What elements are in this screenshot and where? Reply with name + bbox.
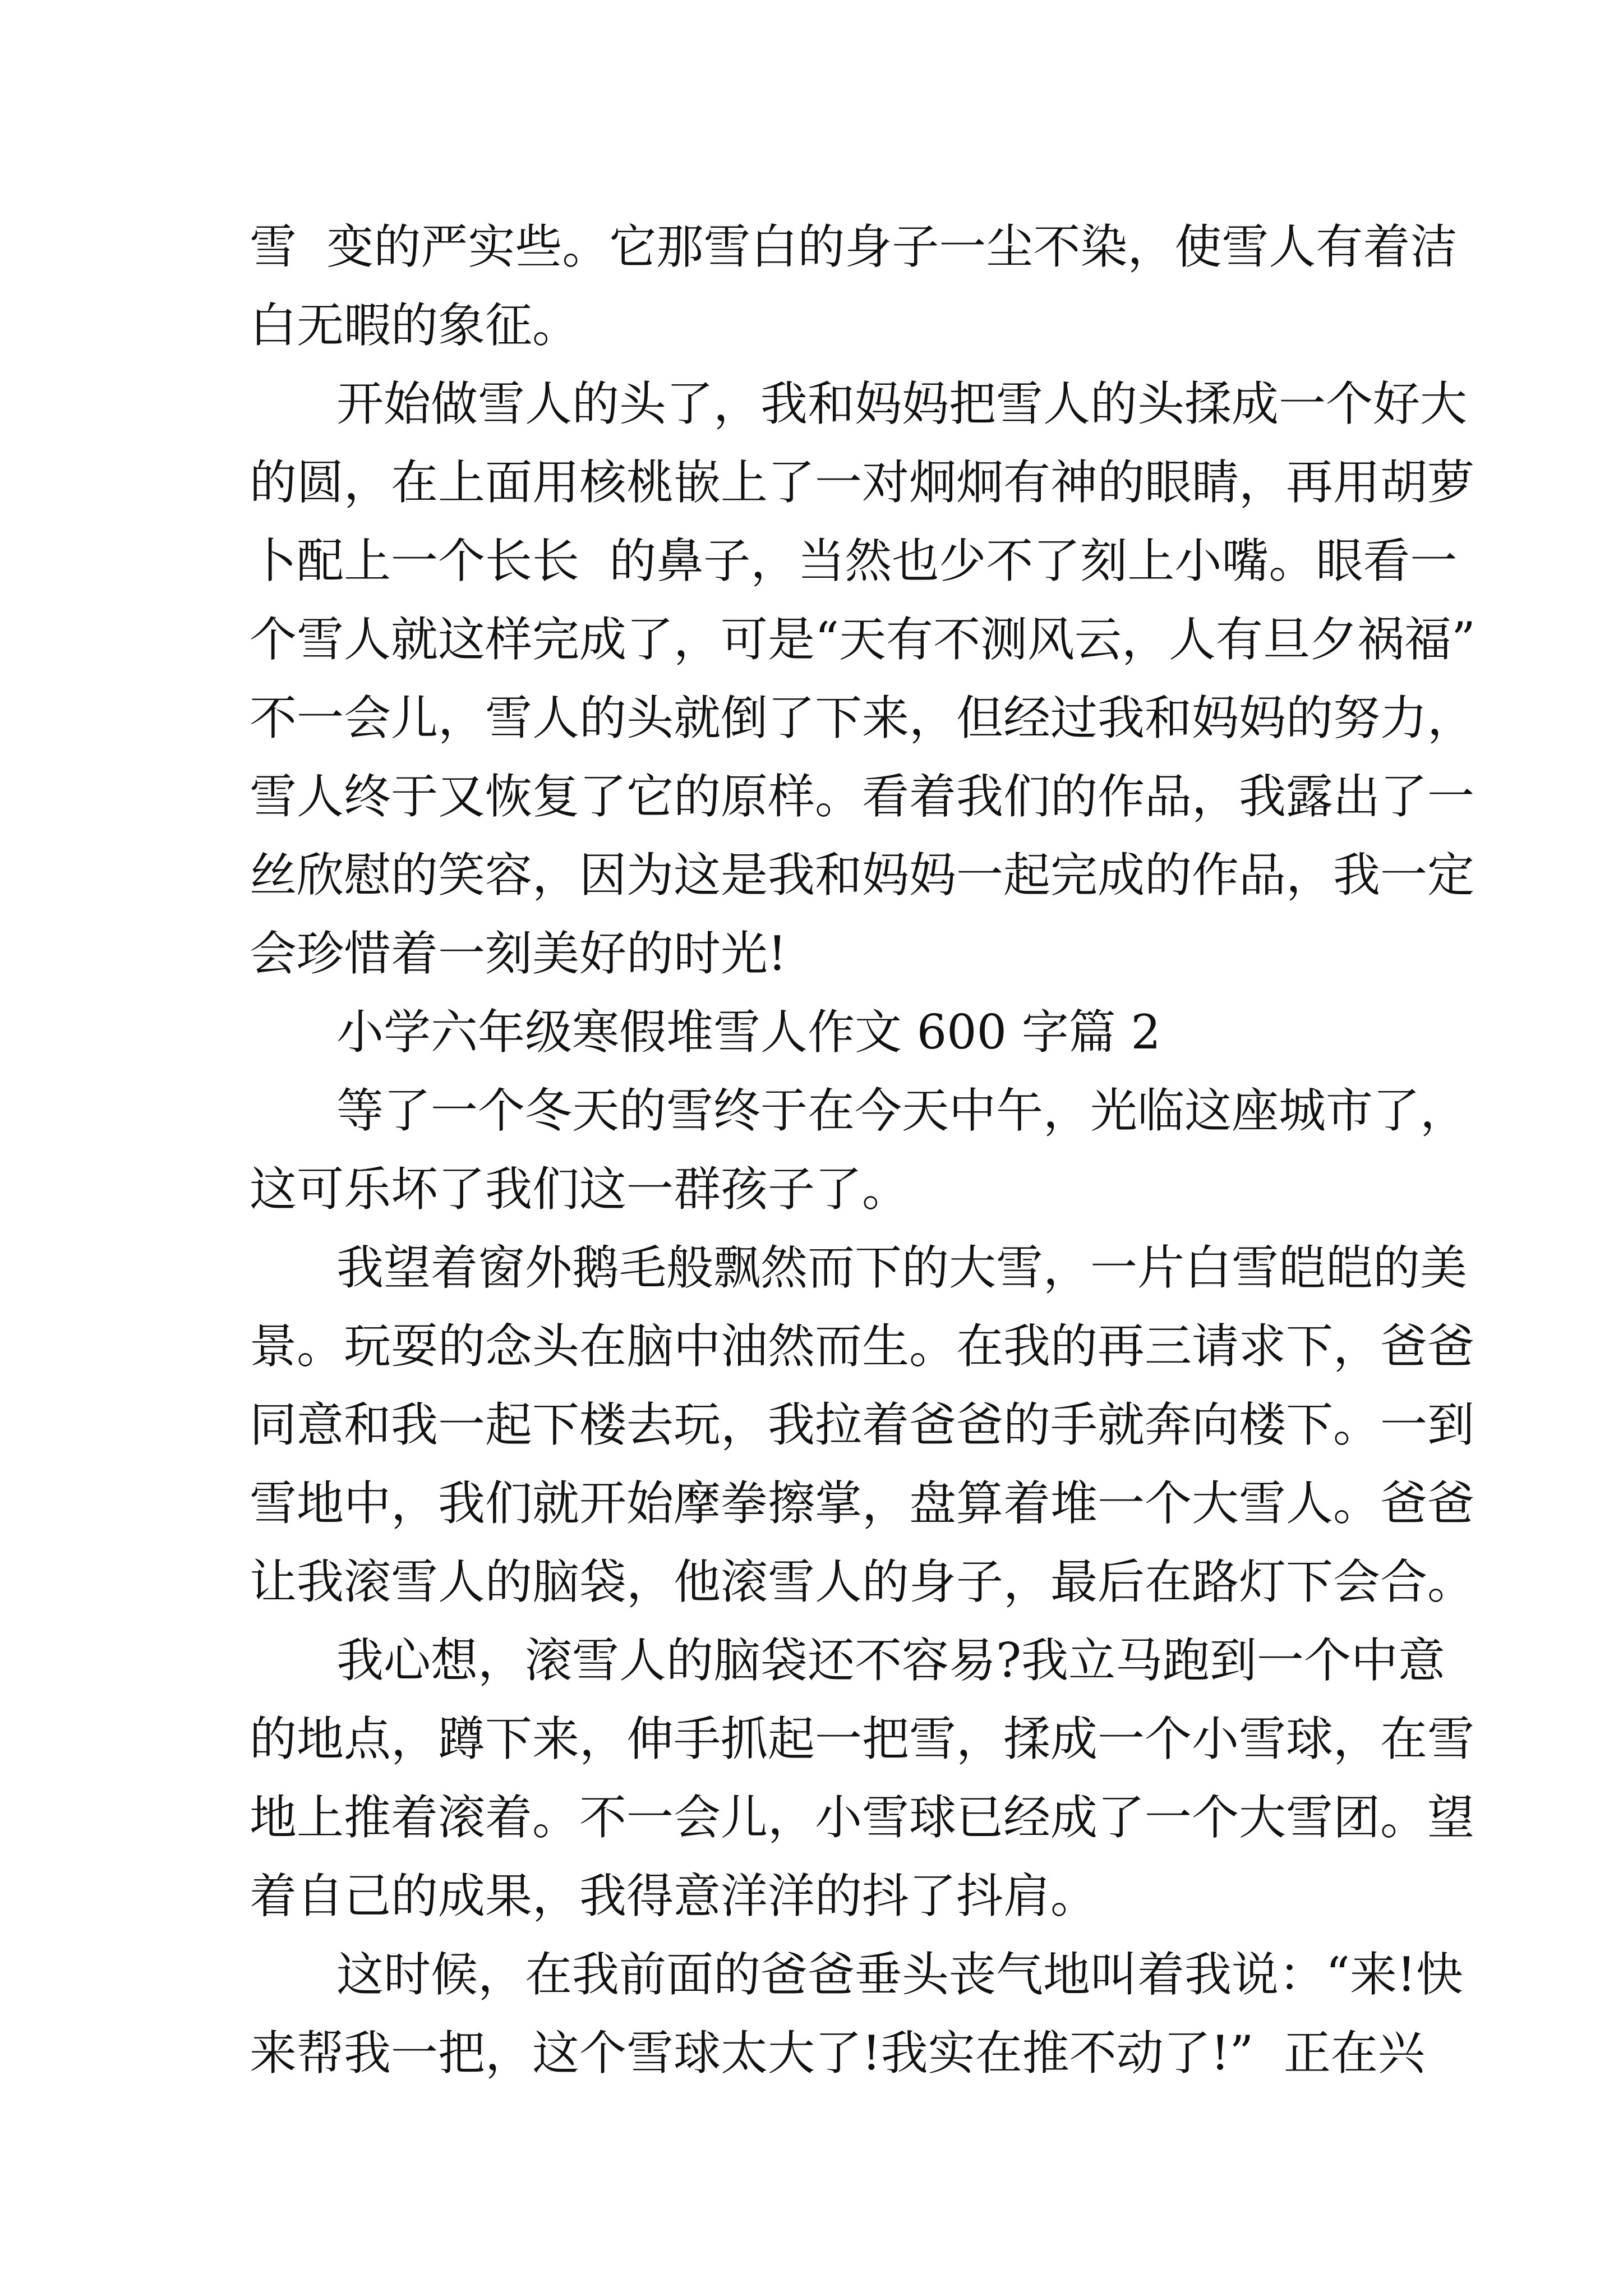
text-line: 雪地中，我们就开始摩拳擦掌，盘算着堆一个大雪人。爸爸 xyxy=(250,1476,1475,1531)
text-line: 会珍惜着一刻美好的时光! xyxy=(250,926,787,981)
text-line: 这可乐坏了我们这一群孩子了。 xyxy=(250,1162,910,1217)
paragraph-first-line: 这时候，在我前面的爸爸垂头丧气地叫着我说：“来!快 xyxy=(336,1947,1463,2002)
text-line: 着自己的成果，我得意洋洋的抖了抖肩。 xyxy=(250,1869,1098,1924)
text-line: 让我滚雪人的脑袋，他滚雪人的身子，最后在路灯下会合。 xyxy=(250,1554,1475,1609)
text-line: 白无暇的象征。 xyxy=(250,298,580,353)
text-line: 同意和我一起下楼去玩，我拉着爸爸的手就奔向楼下。一到 xyxy=(250,1397,1475,1452)
paragraph-first-line: 我心想，滚雪人的脑袋还不容易?我立马跑到一个中意 xyxy=(336,1633,1446,1688)
paragraph-first-line: 开始做雪人的头了，我和妈妈把雪人的头揉成一个好大 xyxy=(336,376,1468,431)
text-line: 丝欣慰的笑容，因为这是我和妈妈一起完成的作品，我一定 xyxy=(250,848,1475,903)
text-line: 地上推着滚着。不一会儿，小雪球已经成了一个大雪团。望 xyxy=(250,1790,1475,1845)
paragraph-first-line: 等了一个冬天的雪终于在今天中午，光临这座城市了， xyxy=(336,1083,1468,1138)
section-heading: 小学六年级寒假堆雪人作文 600 字篇 2 xyxy=(336,1005,1161,1060)
text-line: 的地点，蹲下来，伸手抓起一把雪，揉成一个小雪球，在雪 xyxy=(250,1711,1475,1766)
text-line: 个雪人就这样完成了，可是“天有不测风云，人有旦夕祸福” xyxy=(250,612,1476,667)
paragraph-first-line: 我望着窗外鹅毛般飘然而下的大雪，一片白雪皑皑的美 xyxy=(336,1240,1468,1295)
text-line: 雪人终于又恢复了它的原样。看着我们的作品，我露出了一 xyxy=(250,769,1475,824)
text-line: 雪 变的严实些。它那雪白的身子一尘不染，使雪人有着洁 xyxy=(250,219,1458,274)
text-line: 的圆，在上面用核桃嵌上了一对炯炯有神的眼睛，再用胡萝 xyxy=(250,455,1475,510)
text-line: 不一会儿，雪人的头就倒了下来，但经过我和妈妈的努力， xyxy=(250,691,1475,746)
text-line: 卜配上一个长长 的鼻子，当然也少不了刻上小嘴。眼看一 xyxy=(250,533,1458,588)
text-line: 景。玩耍的念头在脑中油然而生。在我的再三请求下，爸爸 xyxy=(250,1319,1475,1374)
text-line: 来帮我一把，这个雪球太大了!我实在推不动了!” 正在兴 xyxy=(250,2026,1425,2081)
